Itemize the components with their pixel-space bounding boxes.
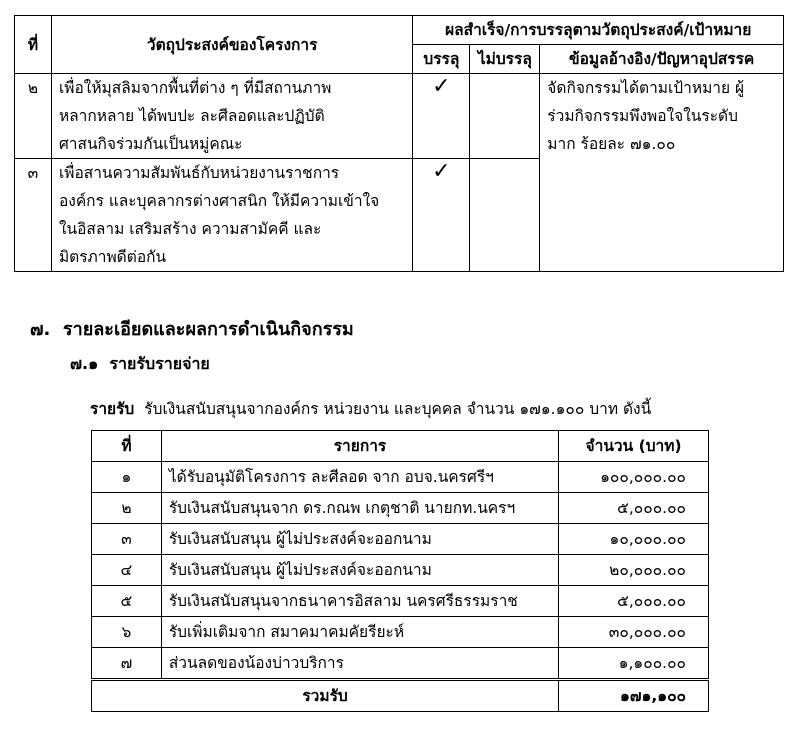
remark-line: ร่วมกิจกรรมพึงพอใจในระดับ xyxy=(547,107,738,125)
income-text: รับเงินสนับสนุนจากองค์กร หน่วยงาน และบุคคล จำนวน ๑๗๑.๑๐๐ บาท ดังนี้ xyxy=(144,400,652,418)
income-intro xyxy=(90,396,651,421)
section-7-heading xyxy=(30,314,354,343)
objective-line: หลากหลาย ได้พบปะ ละศีลอดและปฏิบัติ xyxy=(58,107,325,125)
row-amount: ๕,๐๐๐.๐๐ xyxy=(559,493,709,524)
section-7-1-heading xyxy=(70,352,210,377)
header-item: รายการ xyxy=(161,431,558,462)
row-item: รับเงินสนับสนุน ผู้ไม่ประสงค์จะออกนาม xyxy=(161,555,558,586)
header-remark: ข้อมูลอ้างอิง/ปัญหาอุปสรรค xyxy=(540,45,784,74)
section-title: รายละเอียดและผลการดำเนินกิจกรรม xyxy=(62,319,354,340)
table-row xyxy=(92,462,709,493)
objective-line: ศาสนกิจร่วมกันเป็นหมู่คณะ xyxy=(58,135,243,153)
row-number: ๖ xyxy=(92,617,162,648)
achieved-check-icon: ✓ xyxy=(413,74,470,159)
header-achieved: บรรลุ xyxy=(413,45,470,74)
row-amount: ๕,๐๐๐.๐๐ xyxy=(559,586,709,617)
row-item: รับเงินสนับสนุน ผู้ไม่ประสงค์จะออกนาม xyxy=(161,524,558,555)
row-item: รับเพิ่มเติมจาก สมาคมาคมคัยรียะห์ xyxy=(161,617,558,648)
table-row xyxy=(92,493,709,524)
row-amount: ๑๐,๐๐๐.๐๐ xyxy=(559,524,709,555)
row-number: ๒ xyxy=(15,74,52,159)
total-amount: ๑๗๑,๑๐๐ xyxy=(559,680,709,712)
table-row xyxy=(92,648,709,680)
achieved-check-icon: ✓ xyxy=(413,159,470,272)
objective-line: เพื่อให้มุสลิมจากพื้นที่ต่าง ๆ ที่มีสถานภาพ xyxy=(58,79,332,97)
header-no: ที่ xyxy=(92,431,162,462)
not-achieved-cell xyxy=(470,159,540,272)
row-number: ๗ xyxy=(92,648,162,680)
header-no: ที่ xyxy=(15,16,52,74)
objective-text xyxy=(51,74,412,159)
section-number: ๗.๑ xyxy=(70,354,99,373)
row-number: ๓ xyxy=(92,524,162,555)
row-item: ส่วนลดของน้องบ่าวบริการ xyxy=(161,648,558,680)
objective-line: ในอิสลาม เสริมสร้าง ความสามัคคี และ xyxy=(58,220,322,238)
header-result-group: ผลสำเร็จ/การบรรลุตามวัตถุประสงค์/เป้าหมาย xyxy=(413,16,784,45)
table-row xyxy=(92,617,709,648)
remark-line: จัดกิจกรรมได้ตามเป้าหมาย ผู้ xyxy=(547,79,745,97)
row-amount: ๑๐๐,๐๐๐.๐๐ xyxy=(559,462,709,493)
header-amount: จำนวน (บาท) xyxy=(559,431,709,462)
income-label: รายรับ xyxy=(90,400,135,418)
objective-line: องค์กร และบุคลากรต่างศาสนิก ให้มีความเข้าใจ xyxy=(58,192,380,210)
row-number: ๕ xyxy=(92,586,162,617)
section-title: รายรับรายจ่าย xyxy=(109,354,210,373)
row-number: ๒ xyxy=(92,493,162,524)
objective-line: เพื่อสานความสัมพันธ์กับหน่วยงานราชการ xyxy=(58,164,340,182)
row-item: รับเงินสนับสนุนจาก ดร.กณพ เกตุชาติ นายกท.นครฯ xyxy=(161,493,558,524)
row-amount: ๑,๑๐๐.๐๐ xyxy=(559,648,709,680)
row-number: ๔ xyxy=(92,555,162,586)
income-table xyxy=(91,430,709,712)
table-row xyxy=(15,74,784,159)
objectives-table xyxy=(14,15,784,272)
total-label: รวมรับ xyxy=(92,680,559,712)
section-number: ๗. xyxy=(30,319,51,340)
objective-line: มิตรภาพดีต่อกัน xyxy=(58,248,167,266)
header-objective: วัตถุประสงค์ของโครงการ xyxy=(51,16,412,74)
remark-cell xyxy=(540,74,784,272)
row-item: ได้รับอนุมัติโครงการ ละศีลอด จาก อบจ.นครศรีฯ xyxy=(161,462,558,493)
row-amount: ๒๐,๐๐๐.๐๐ xyxy=(559,555,709,586)
not-achieved-cell xyxy=(470,74,540,159)
remark-line: มาก ร้อยละ ๗๑.๐๐ xyxy=(547,135,676,153)
objective-text xyxy=(51,159,412,272)
table-row xyxy=(92,586,709,617)
total-row xyxy=(92,680,709,712)
row-number: ๓ xyxy=(15,159,52,272)
table-row xyxy=(92,555,709,586)
row-item: รับเงินสนับสนุนจากธนาคารอิสลาม นครศรีธรรมราช xyxy=(161,586,558,617)
row-number: ๑ xyxy=(92,462,162,493)
header-not-achieved: ไม่บรรลุ xyxy=(470,45,540,74)
row-amount: ๓๐,๐๐๐.๐๐ xyxy=(559,617,709,648)
table-row xyxy=(92,524,709,555)
